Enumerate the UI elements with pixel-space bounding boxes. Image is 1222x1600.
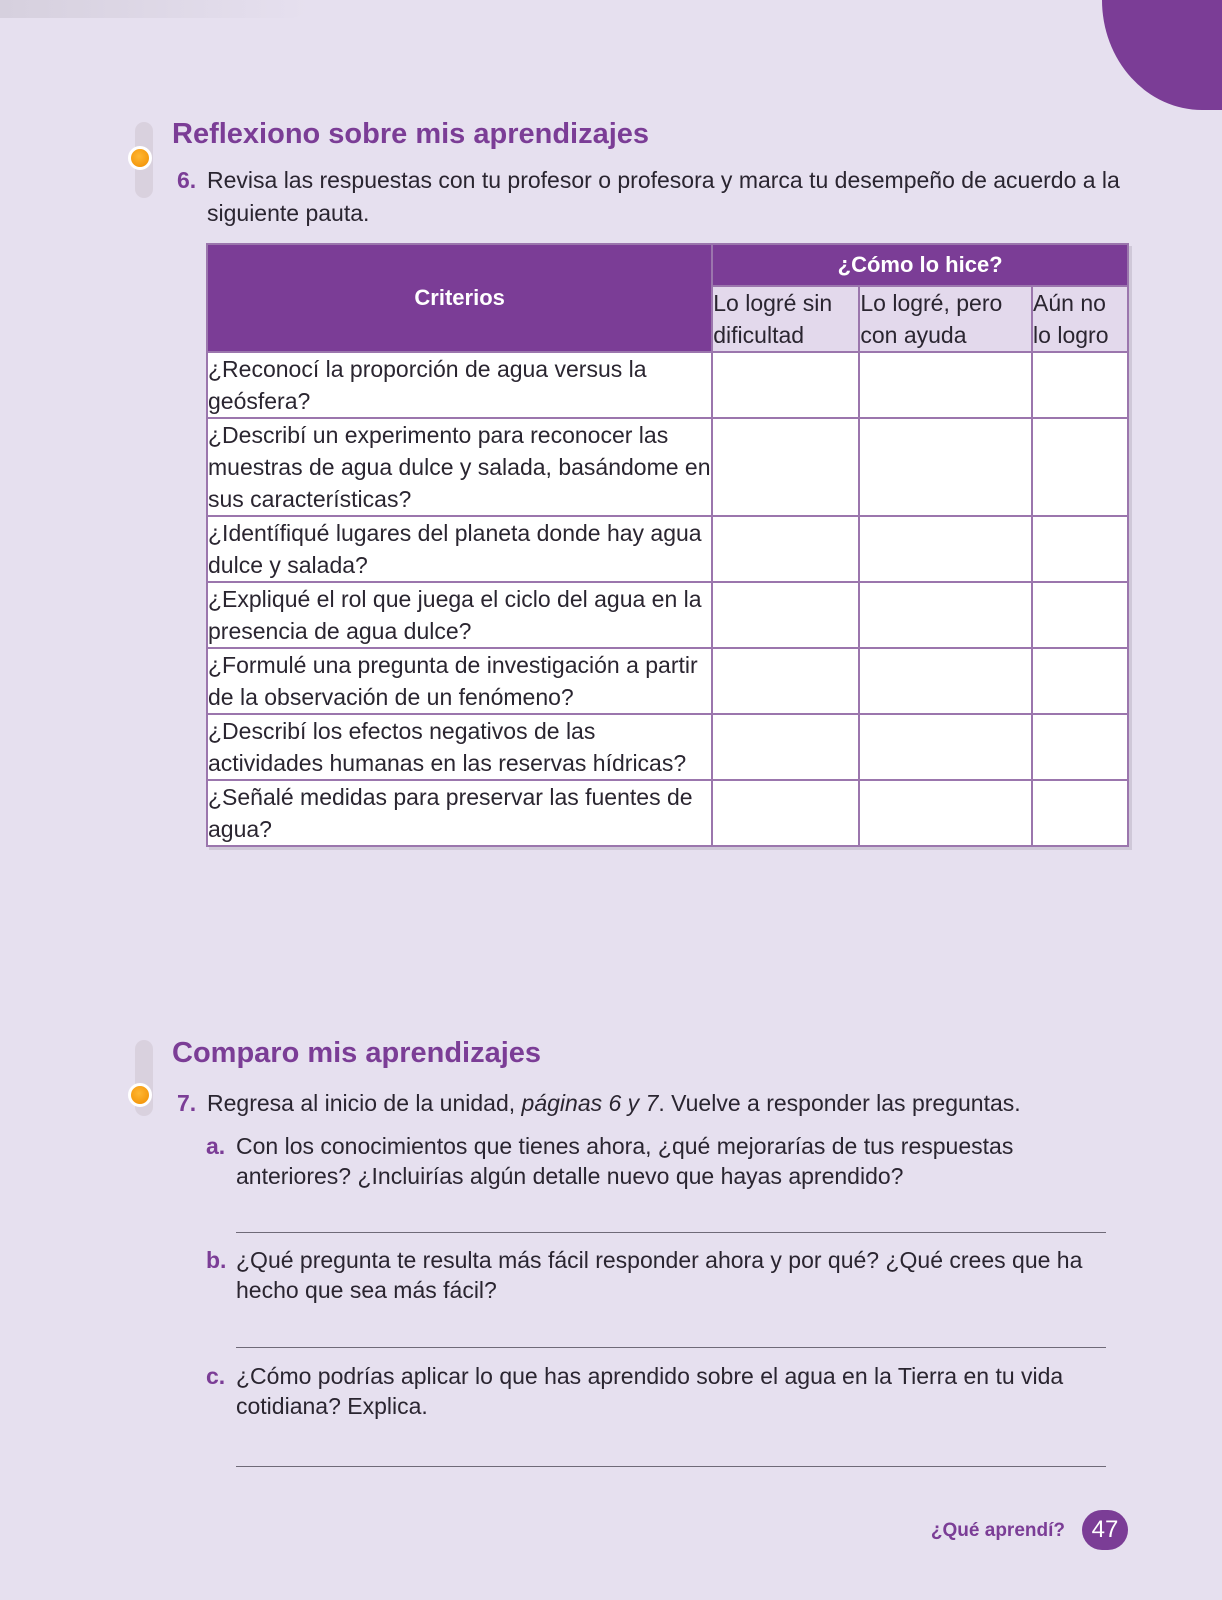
mark-cell[interactable] [1032, 714, 1128, 780]
answer-line-c[interactable] [236, 1466, 1106, 1467]
criterios-header: Criterios [207, 244, 712, 352]
mark-cell[interactable] [859, 582, 1032, 648]
section-marker [135, 122, 153, 198]
mark-cell[interactable] [712, 418, 859, 516]
table-row [207, 516, 1128, 582]
question-text: ¿Qué pregunta te resulta más fácil responder ahora y por qué? ¿Qué crees que ha hecho que sea más fácil? [236, 1247, 1083, 1303]
level-header-con-ayuda: Lo logré, pero con ayuda [859, 286, 1032, 352]
section-title-comparo: Comparo mis aprendizajes [172, 1037, 542, 1069]
mark-cell[interactable] [712, 780, 859, 846]
section-title-reflexiono: Reflexiono sobre mis aprendizajes [172, 118, 650, 150]
mark-cell[interactable] [712, 714, 859, 780]
criterion-cell: ¿Expliqué el rol que juega el ciclo del agua en la presencia de agua dulce? [207, 582, 712, 648]
instruction-text: Regresa al inicio de la unidad, [207, 1090, 522, 1116]
mark-cell[interactable] [1032, 516, 1128, 582]
activity-6 [177, 164, 1122, 230]
mark-cell[interactable] [1032, 352, 1128, 418]
question-text: Con los conocimientos que tienes ahora, ¿qué mejorarías de tus respuestas anteriores? ¿Incluirías algún detalle nuevo que hayas aprendido? [236, 1133, 1014, 1189]
activity-number: 6. [177, 167, 197, 193]
question-a [206, 1131, 1106, 1191]
activity-7 [177, 1087, 1122, 1120]
question-letter: c. [206, 1363, 226, 1389]
question-b [206, 1245, 1106, 1305]
mark-cell[interactable] [1032, 780, 1128, 846]
mark-cell[interactable] [1032, 418, 1128, 516]
mark-cell[interactable] [859, 516, 1032, 582]
mark-cell[interactable] [859, 352, 1032, 418]
table-row [207, 714, 1128, 780]
mark-cell[interactable] [859, 418, 1032, 516]
instruction-text: . Vuelve a responder las preguntas. [658, 1090, 1021, 1116]
section-marker [135, 1040, 153, 1116]
criterion-cell: ¿Identífiqué lugares del planeta donde hay agua dulce y salada? [207, 516, 712, 582]
table-row [207, 648, 1128, 714]
question-letter: b. [206, 1247, 227, 1273]
criterion-cell: ¿Describí los efectos negativos de las actividades humanas en las reservas hídricas? [207, 714, 712, 780]
self-assessment-table [206, 243, 1129, 847]
mark-cell[interactable] [712, 516, 859, 582]
activity-instruction: Revisa las respuestas con tu profesor o profesora y marca tu desempeño de acuerdo a la siguiente pauta. [207, 167, 1120, 226]
criterion-cell: ¿Describí un experimento para reconocer las muestras de agua dulce y salada, basándome en sus características? [207, 418, 712, 516]
question-text: ¿Cómo podrías aplicar lo que has aprendido sobre el agua en la Tierra en tu vida cotidiana? Explica. [236, 1363, 1064, 1419]
como-lo-hice-header: ¿Cómo lo hice? [712, 244, 1128, 286]
criterion-cell: ¿Reconocí la proporción de agua versus la geósfera? [207, 352, 712, 418]
footer-section-label: ¿Qué aprendí? [930, 1520, 1065, 1541]
question-c [206, 1361, 1106, 1421]
mark-cell[interactable] [712, 582, 859, 648]
criterion-cell: ¿Señalé medidas para preservar las fuentes de agua? [207, 780, 712, 846]
level-header-sin-dificultad: Lo logré sin dificultad [712, 286, 859, 352]
level-header-aun-no: Aún no lo logro [1032, 286, 1128, 352]
mark-cell[interactable] [1032, 648, 1128, 714]
mark-cell[interactable] [712, 648, 859, 714]
activity-number: 7. [177, 1090, 197, 1116]
corner-decoration [1102, 0, 1222, 110]
orange-dot-icon [128, 1083, 152, 1107]
answer-line-a[interactable] [236, 1232, 1106, 1233]
question-letter: a. [206, 1133, 226, 1159]
table-row [207, 780, 1128, 846]
table-row [207, 582, 1128, 648]
page-reference: páginas 6 y 7 [521, 1090, 659, 1116]
table-row [207, 418, 1128, 516]
criterion-cell: ¿Formulé una pregunta de investigación a partir de la observación de un fenómeno? [207, 648, 712, 714]
mark-cell[interactable] [859, 714, 1032, 780]
mark-cell[interactable] [859, 648, 1032, 714]
mark-cell[interactable] [712, 352, 859, 418]
mark-cell[interactable] [859, 780, 1032, 846]
answer-line-b[interactable] [236, 1347, 1106, 1348]
top-decoration [0, 0, 310, 18]
orange-dot-icon [128, 146, 152, 170]
table-row [207, 352, 1128, 418]
page-number-badge: 47 [1082, 1510, 1128, 1550]
mark-cell[interactable] [1032, 582, 1128, 648]
activity-instruction [177, 1087, 1122, 1120]
